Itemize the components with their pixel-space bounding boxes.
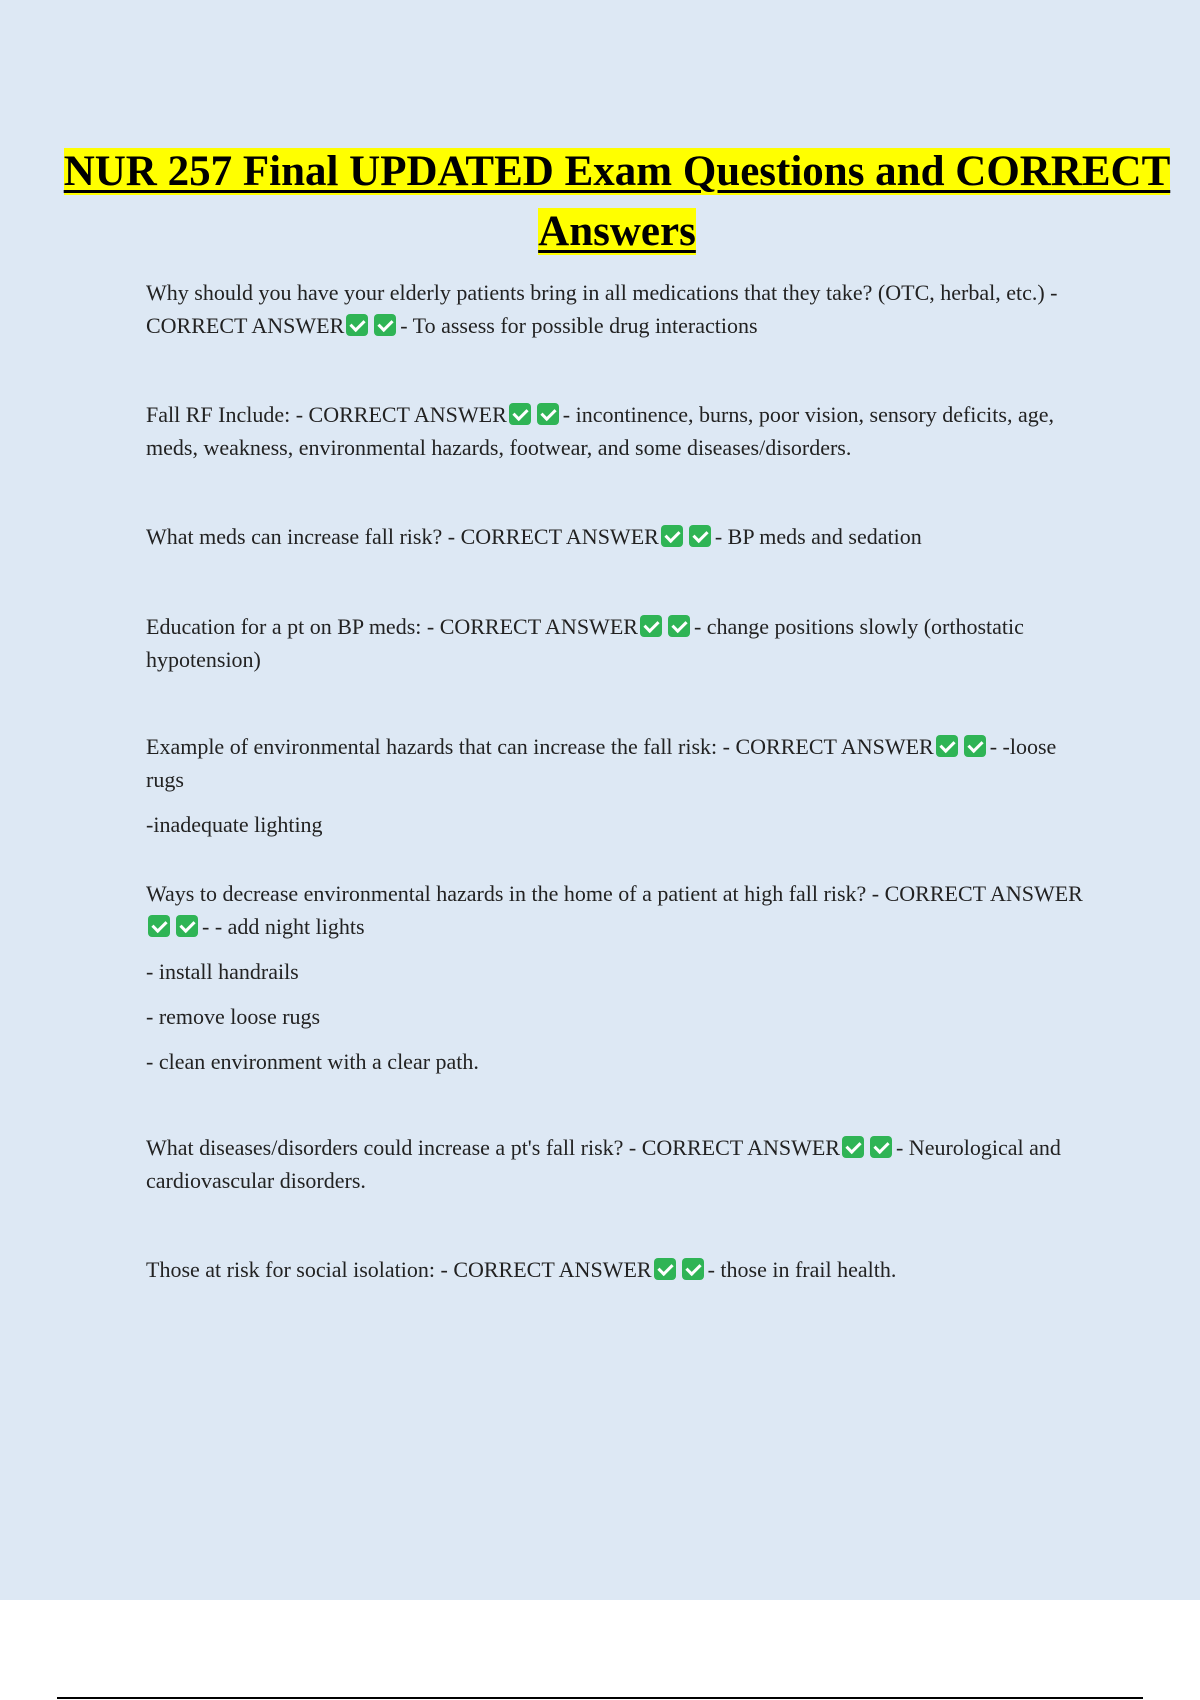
question-text: Those at risk for social isolation: - CORRECT ANSWER [146,1257,652,1282]
check-mark-icon [661,525,683,547]
check-mark-icon [654,1258,676,1280]
check-mark-icon [374,314,396,336]
answer-line: - clean environment with a clear path. [146,1049,479,1074]
qa-item [146,877,1096,1078]
question-text: Why should you have your elderly patients bring in all medications that they take? (OTC, herbal, etc.) - CORRECT ANSWER [146,280,1058,338]
check-mark-icon [640,615,662,637]
qa-item [146,520,1096,553]
qa-item [146,730,1096,841]
check-mark-icon [682,1258,704,1280]
check-mark-icon [346,314,368,336]
answer-line: - install handrails [146,959,299,984]
answer-line: - remove loose rugs [146,1004,321,1029]
question-text: Example of environmental hazards that can increase the fall risk: - CORRECT ANSWER [146,734,934,759]
question-text: What diseases/disorders could increase a pt's fall risk? - CORRECT ANSWER [146,1135,840,1160]
check-mark-icon [509,403,531,425]
question-text: What meds can increase fall risk? - CORRECT ANSWER [146,524,659,549]
check-mark-icon [176,915,198,937]
question-text: Fall RF Include: - CORRECT ANSWER [146,402,507,427]
qa-list [146,276,1096,1286]
check-mark-icon [936,735,958,757]
answer-text: - - add night lights [202,914,365,939]
answer-text: - To assess for possible drug interactions [400,313,758,338]
qa-item [146,398,1096,464]
check-mark-icon [689,525,711,547]
answer-text: - change positions slowly (orthostatic hypotension) [146,614,1024,672]
check-mark-icon [870,1136,892,1158]
question-text: Ways to decrease environmental hazards in the home of a patient at high fall risk? - CORRECT ANSWER [146,881,1083,906]
qa-first-line [146,730,1096,796]
answer-text: - -loose rugs [146,734,1057,792]
check-mark-icon [964,735,986,757]
check-mark-icon [537,403,559,425]
question-text: Education for a pt on BP meds: - CORRECT ANSWER [146,614,638,639]
answer-text: - BP meds and sedation [714,524,922,549]
qa-item [146,1131,1096,1197]
check-mark-icon [842,1136,864,1158]
answer-text: - Neurological and cardiovascular disorders. [146,1135,1061,1193]
answer-text: - incontinence, burns, poor vision, sensory deficits, age, meds, weakness, environmental hazards, footwear, and some diseases/disorders. [146,402,1054,460]
qa-item [146,1253,1096,1286]
answer-line: -inadequate lighting [146,812,323,837]
footer-rule [57,1697,1143,1699]
document-title-text: NUR 257 Final UPDATED Exam Questions and CORRECT Answers [63,148,1171,255]
qa-item [146,276,1096,342]
qa-item [146,610,1096,676]
check-mark-icon [668,615,690,637]
document-title [0,142,1200,262]
check-mark-icon [148,915,170,937]
answer-text: - those in frail health. [707,1257,897,1282]
qa-first-line [146,877,1096,943]
